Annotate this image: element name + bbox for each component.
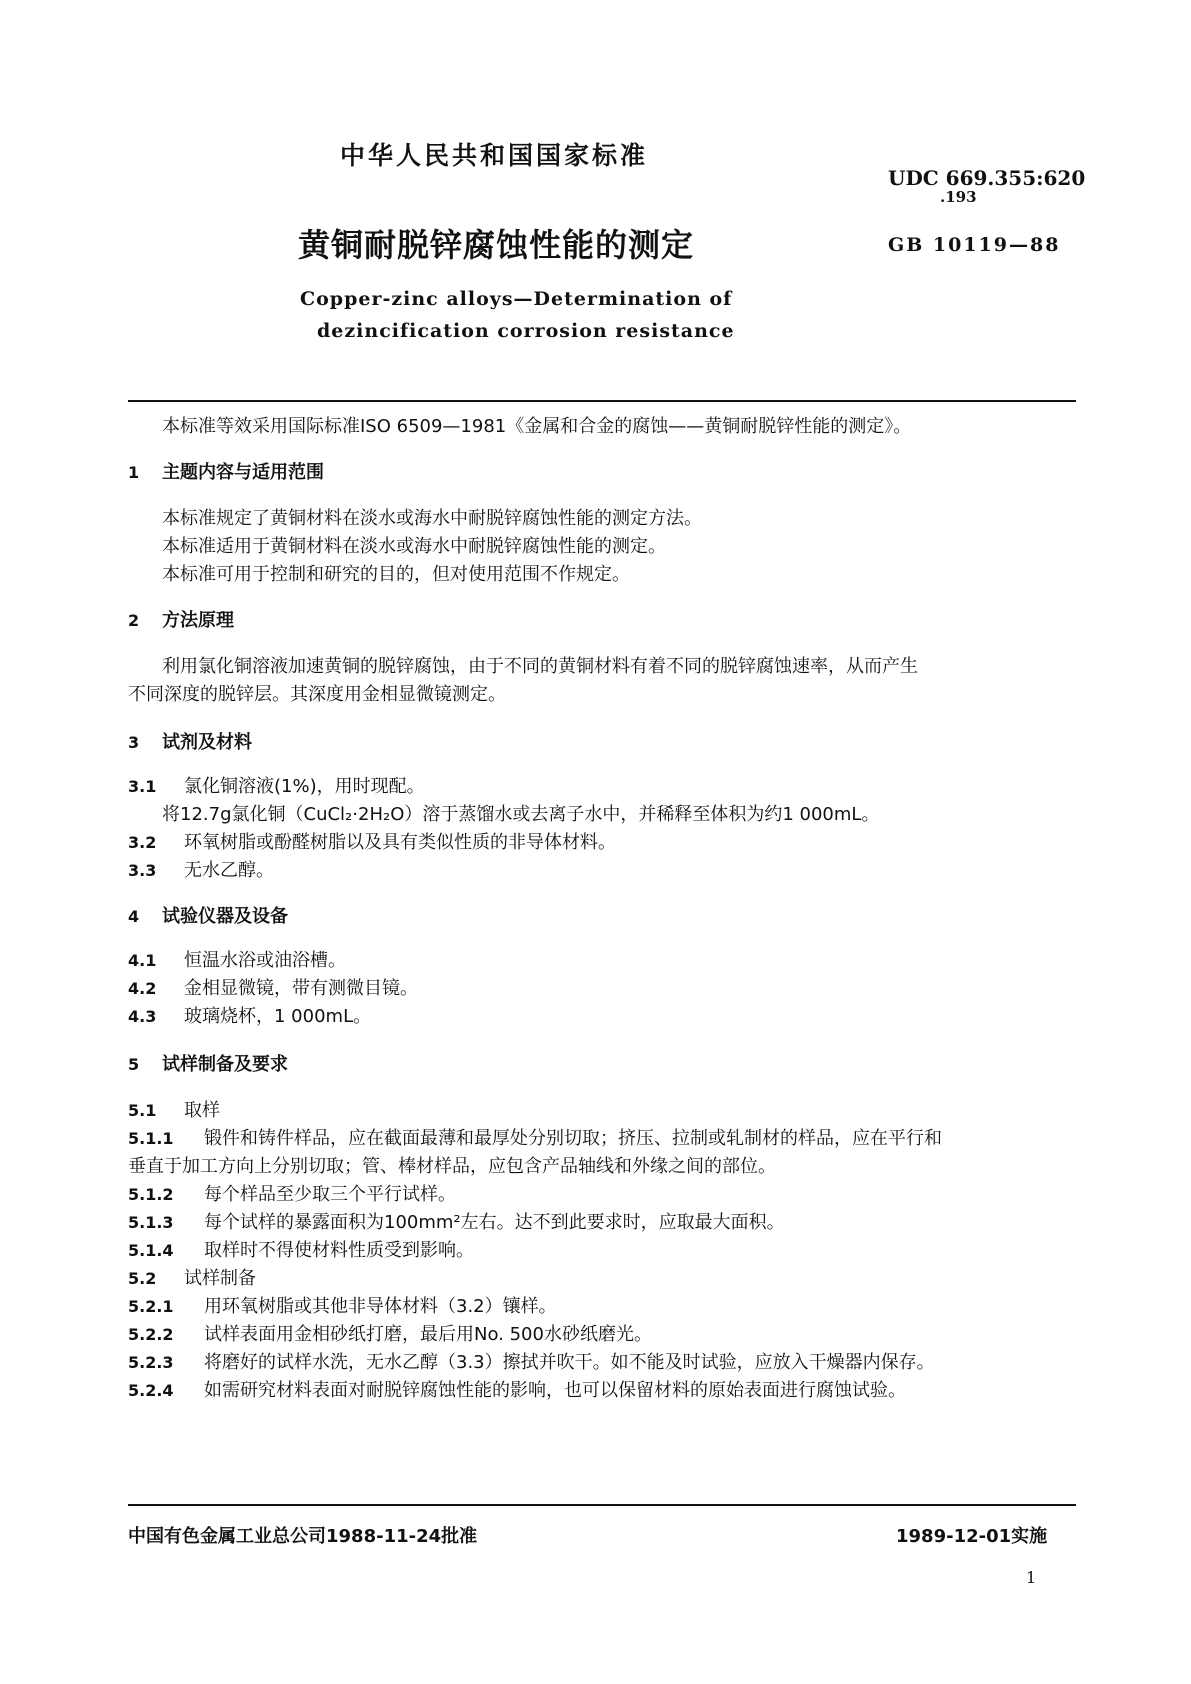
section-number: 4 [128,907,140,926]
approval-line: 中国有色金属工业总公司1988-11-24批准 [128,1526,478,1547]
clause-number: 5.1.4 [128,1241,174,1260]
clause-5-1-2 [128,1180,456,1206]
section-1-heading [128,458,324,484]
clause-number: 5.1.3 [128,1213,174,1232]
clause-number: 5.2.2 [128,1325,174,1344]
clause-5-2-2 [128,1320,652,1346]
clause-number: 3.3 [128,861,157,880]
clause-number: 5.1.1 [128,1129,174,1148]
document-title-en-line2: dezincification corrosion resistance [317,320,735,342]
clause-number: 4.2 [128,979,157,998]
clause-5-1-4 [128,1236,474,1262]
national-standard-heading: 中华人民共和国国家标准 [340,141,649,170]
clause-5-2-3 [128,1348,935,1374]
udc-code-continued: .193 [940,188,977,206]
clause-text: 每个样品至少取三个平行试样。 [204,1184,456,1205]
section-title: 试剂及材料 [162,732,252,753]
section-2-paragraph: 不同深度的脱锌层。其深度用金相显微镜测定。 [128,684,506,705]
section-4-heading [128,902,288,928]
section-1-paragraph: 本标准规定了黄铜材料在淡水或海水中耐脱锌腐蚀性能的测定方法。 [162,508,702,529]
clause-3-1 [128,772,425,798]
section-title: 方法原理 [162,610,234,631]
clause-number: 4.1 [128,951,157,970]
section-1-paragraph: 本标准可用于控制和研究的目的，但对使用范围不作规定。 [162,564,630,585]
gb-standard-code: GB 10119—88 [888,234,1061,256]
clause-5-2-1 [128,1292,557,1318]
clause-text: 玻璃烧杯，1 000mL。 [184,1006,372,1027]
section-2-heading [128,606,234,632]
section-title: 试样制备及要求 [162,1054,288,1075]
clause-text: 恒温水浴或油浴槽。 [184,950,346,971]
clause-number: 3.2 [128,833,157,852]
section-title: 试验仪器及设备 [162,906,288,927]
clause-number: 4.3 [128,1007,157,1026]
clause-5-1-1 [128,1124,942,1150]
document-title-en-line1: Copper-zinc alloys—Determination of [300,288,733,310]
clause-3-1-detail: 将12.7g氯化铜（CuCl₂·2H₂O）溶于蒸馏水或去离子水中，并稀释至体积为约1 000mL。 [162,804,880,825]
clause-3-2 [128,828,616,854]
clause-text: 无水乙醇。 [184,860,274,881]
section-1-paragraph: 本标准适用于黄铜材料在淡水或海水中耐脱锌腐蚀性能的测定。 [162,536,666,557]
clause-3-3 [128,856,274,882]
clause-number: 3.1 [128,777,157,796]
clause-number: 5.2.1 [128,1297,174,1316]
clause-text: 氯化铜溶液(1%)，用时现配。 [184,776,425,797]
clause-text: 环氧树脂或酚醛树脂以及具有类似性质的非导体材料。 [184,832,616,853]
clause-number: 5.2.4 [128,1381,174,1400]
clause-text: 锻件和铸件样品，应在截面最薄和最厚处分别切取；挤压、拉制或轧制材的样品，应在平行和 [204,1128,942,1149]
section-number: 1 [128,463,140,482]
clause-4-2 [128,974,418,1000]
clause-text: 取样 [184,1100,220,1121]
clause-text: 用环氧树脂或其他非导体材料（3.2）镶样。 [204,1296,557,1317]
clause-text: 试样制备 [184,1268,256,1289]
clause-5-1-1-continued: 垂直于加工方向上分别切取；管、棒材样品，应包含产品轴线和外缘之间的部位。 [128,1156,776,1177]
clause-5-1 [128,1096,220,1122]
section-5-heading [128,1050,288,1076]
footer-divider [128,1504,1076,1506]
clause-4-1 [128,946,346,972]
clause-number: 5.2.3 [128,1353,174,1372]
clause-text: 试样表面用金相砂纸打磨，最后用No. 500水砂纸磨光。 [204,1324,652,1345]
section-number: 2 [128,611,140,630]
clause-text: 取样时不得使材料性质受到影响。 [204,1240,474,1261]
page-number: 1 [1026,1568,1037,1587]
clause-4-3 [128,1002,371,1028]
clause-text: 金相显微镜，带有测微目镜。 [184,978,418,999]
clause-text: 每个试样的暴露面积为100mm²左右。达不到此要求时，应取最大面积。 [204,1212,785,1233]
section-number: 5 [128,1055,140,1074]
section-3-heading [128,728,252,754]
clause-number: 5.1 [128,1101,157,1120]
clause-text: 如需研究材料表面对耐脱锌腐蚀性能的影响，也可以保留材料的原始表面进行腐蚀试验。 [204,1380,906,1401]
header-divider [128,400,1076,402]
document-title-cn: 黄铜耐脱锌腐蚀性能的测定 [298,226,695,264]
clause-5-2 [128,1264,256,1290]
clause-text: 将磨好的试样水洗，无水乙醇（3.3）擦拭并吹干。如不能及时试验，应放入干燥器内保存。 [204,1352,935,1373]
section-number: 3 [128,733,140,752]
clause-number: 5.1.2 [128,1185,174,1204]
section-2-paragraph: 利用氯化铜溶液加速黄铜的脱锌腐蚀，由于不同的黄铜材料有着不同的脱锌腐蚀速率，从而产生 [162,656,918,677]
intro-paragraph: 本标准等效采用国际标准ISO 6509—1981《金属和合金的腐蚀——黄铜耐脱锌性能的测定》。 [162,416,912,437]
effective-date: 1989-12-01实施 [896,1526,1048,1547]
section-title: 主题内容与适用范围 [162,462,324,483]
clause-5-2-4 [128,1376,906,1402]
clause-5-1-3 [128,1208,785,1234]
clause-number: 5.2 [128,1269,157,1288]
udc-code: UDC 669.355:620 [888,166,1086,190]
